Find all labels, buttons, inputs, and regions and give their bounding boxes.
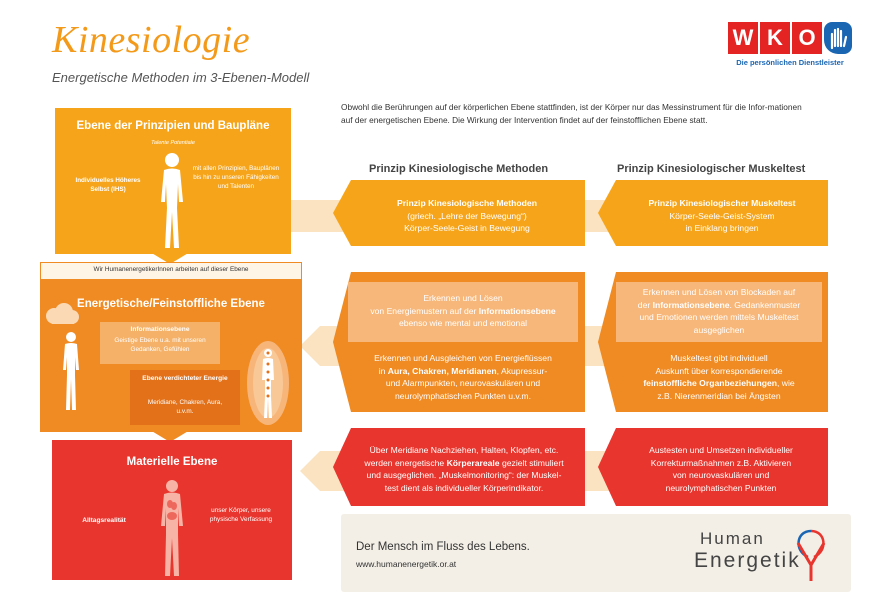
- muscletest-row2a-post: . Gedankenmuster: [729, 299, 801, 310]
- informationsebene-text: Geistige Ebene u.a. mit unseren Gedanken, Gefühlen: [114, 337, 206, 353]
- methods-row2b-text: [348, 352, 578, 402]
- column-header-muscletest: Prinzip Kinesiologischer Muskeltest: [617, 163, 806, 175]
- methods-row1-text: [355, 197, 579, 235]
- muscletest-row3-line3: von neurovaskulären und: [672, 470, 770, 480]
- methods-row2b-bold: Aura, Chakren, Meridianen: [387, 365, 497, 376]
- wko-logo: [728, 22, 852, 68]
- verdichtete-energie-text: Meridiane, Chakren, Aura, u.v.m.: [147, 399, 223, 415]
- alltagsrealitaet-label: Alltagsrealität: [82, 517, 126, 524]
- panel-energetisch-title: Energetische/Feinstoffliche Ebene: [77, 298, 265, 310]
- footer-url[interactable]: www.humanenergetik.or.at: [356, 559, 457, 569]
- intro-text: Obwohl die Berührungen auf der körperlichen Ebene stattfinden, ist der Körper nur das Messinstrument für die Infor-mationen auf der energetischen Ebene. Die Wirkung der Intervention findet auf der feinstofflichen Ebene statt.: [341, 102, 802, 125]
- page-title: Kinesiologie: [52, 19, 251, 61]
- muscletest-row2b-post: , wie: [777, 378, 795, 388]
- talente-label: Talente Potentiale: [151, 140, 195, 146]
- methods-row3-post: gezielt stimuliert: [499, 457, 564, 468]
- methods-row2a-line2: von Energiemustern auf der: [370, 305, 479, 316]
- methods-row2b-line4: neurolymphatischen Punkten u.v.m.: [395, 390, 531, 401]
- methods-row2a-line3: ebenso wie mental und emotional: [398, 318, 528, 328]
- methods-row1-bold: Prinzip Kinesiologische Methoden: [397, 198, 537, 208]
- hand-icon: [824, 22, 852, 54]
- methods-row2a-text: [348, 292, 578, 330]
- methods-row2a-bold: Informationsebene: [478, 305, 556, 316]
- muscletest-row2a-line4: ausgeglichen: [693, 324, 745, 335]
- page-subtitle: Energetische Methoden im 3-Ebenen-Modell: [52, 70, 310, 85]
- methods-row1-line2: (griech. „Lehre der Bewegung“): [407, 210, 527, 221]
- column-header-methods: Prinzip Kinesiologische Methoden: [369, 163, 549, 175]
- muscletest-row3-line4: neurolymphatischen Punkten: [665, 482, 777, 493]
- ihs-label: Individuelles Höheres Selbst (IHS): [75, 177, 141, 193]
- muscletest-row2a-bold: Informationsebene: [652, 299, 730, 310]
- muscletest-row2b-text: [616, 352, 822, 402]
- muscletest-row2a-line1: Erkennen und Lösen von Blockaden auf: [642, 287, 796, 297]
- panel-prinzipien-title: Ebene der Prinzipien und Baupläne: [76, 120, 270, 132]
- muscletest-row2b-line4: z.B. Nierenmeridian bei Ängsten: [657, 390, 781, 401]
- methods-row2b-pre: in: [378, 365, 388, 376]
- methods-row3-bold: Körperareale: [446, 457, 500, 468]
- wko-letter-o: O: [792, 22, 822, 54]
- logo-word-human: Human: [700, 529, 765, 548]
- muscletest-row3-line1: Austesten und Umsetzen individueller: [649, 445, 793, 455]
- muscletest-row1-line2: Körper-Seele-Geist-System: [669, 210, 775, 221]
- thought-cloud-icon: [44, 302, 80, 328]
- wko-letter-w: W: [728, 22, 758, 54]
- methods-row3-text: [346, 444, 582, 494]
- human-figure-small-icon: [56, 330, 86, 412]
- methods-row2a-line1: Erkennen und Lösen: [423, 293, 503, 303]
- muscletest-row2b-line2: Auskunft über korrespondierende: [655, 365, 783, 376]
- humanenergetik-logo: [690, 523, 840, 588]
- logo-swirl-icon: [788, 523, 834, 585]
- footer-slogan: Der Mensch im Fluss des Lebens.: [356, 541, 530, 553]
- methods-row2b-line1: Erkennen und Ausgleichen von Energieflüssen: [374, 353, 552, 363]
- methods-row2b-line3: und Alarmpunkten, neurovaskulären und: [385, 378, 541, 388]
- methods-row3-line4: test dient als individueller Körperindikator.: [384, 482, 544, 493]
- practitioner-note: Wir HumanenergetikerInnen arbeiten auf dieser Ebene: [93, 266, 249, 273]
- methods-row3-line1: Über Meridiane Nachziehen, Halten, Klopfen, etc.: [369, 445, 559, 455]
- body-anatomy-icon: [150, 478, 194, 578]
- logo-word-energetik: Energetik: [694, 549, 801, 572]
- methods-row1-line3: Körper-Seele-Geist in Bewegung: [404, 223, 530, 233]
- methods-row3-line3: und ausgeglichen. „Muskelmonitoring“: der Muskel-: [366, 470, 562, 480]
- muscletest-row2b-bold: feinstoffliche Organbeziehungen: [643, 378, 778, 388]
- muscletest-row2a-line3: und Emotionen werden mittels Muskeltest: [639, 312, 799, 322]
- muscletest-row2b-line1: Muskeltest gibt individuell: [670, 353, 768, 363]
- muscletest-row1-bold: Prinzip Kinesiologischer Muskeltest: [648, 198, 796, 208]
- koerper-label: unser Körper, unsere physische Verfassung: [209, 507, 273, 523]
- muscletest-row3-text: [616, 444, 826, 494]
- verdichtete-energie-title: Ebene verdichteter Energie: [142, 375, 228, 382]
- muscletest-row1-line3: in Einklang bringen: [685, 223, 759, 233]
- methods-row2b-post: , Akupressur-: [496, 365, 548, 376]
- wko-letter-k: K: [760, 22, 790, 54]
- aura-figure-icon: [246, 340, 290, 426]
- wko-tagline: Die persönlichen Dienstleister: [736, 58, 844, 67]
- methods-row3-pre: werden energetische: [364, 457, 447, 468]
- informationsebene-title: Informationsebene: [130, 326, 190, 333]
- muscletest-row2a-pre: der: [637, 299, 653, 310]
- muscletest-row2a-text: [616, 286, 822, 336]
- human-figure-icon: [152, 150, 192, 250]
- muscletest-row1-text: [620, 197, 824, 235]
- muscletest-row3-line2: Korrekturmaßnahmen z.B. Aktivieren: [650, 457, 792, 468]
- panel-materiell-title: Materielle Ebene: [126, 456, 218, 468]
- prinzipien-description: mit allen Prinzipien, Bauplänen bis hin zu unseren Fähigkeiten und Talenten: [192, 165, 280, 190]
